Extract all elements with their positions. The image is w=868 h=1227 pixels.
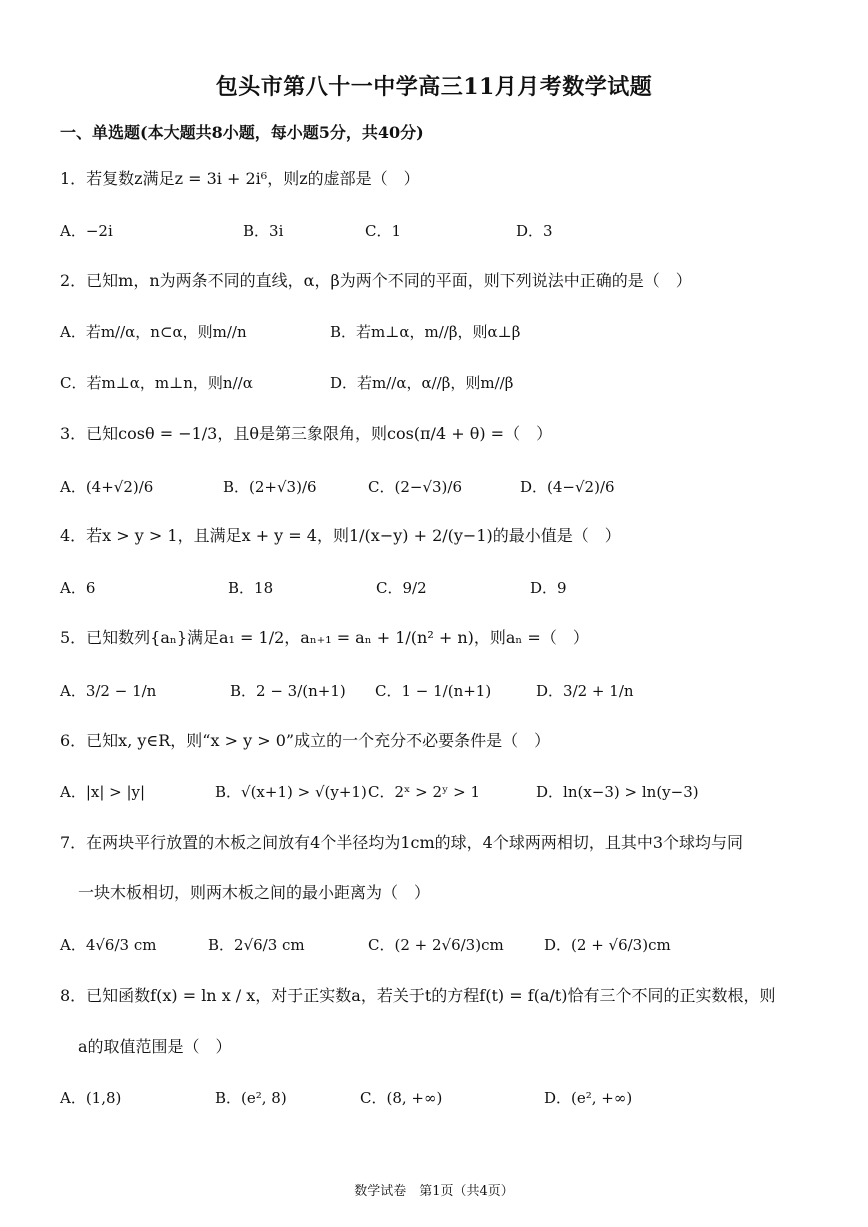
option-a: A．若m//α，n⊂α，则m//n xyxy=(60,323,247,341)
option-d: D．(e², +∞) xyxy=(544,1089,633,1107)
option-c: C．1 − 1/(n+1) xyxy=(375,682,492,700)
option-b: B．√(x+1) > √(y+1) xyxy=(215,783,367,801)
question-8-options xyxy=(60,1087,828,1111)
page-title: 包头市第八十一中学高三11月月考数学试题 xyxy=(215,74,653,100)
question-3-options xyxy=(60,476,828,500)
question-6-options xyxy=(60,781,828,805)
option-c: C．(2 + 2√6/3)cm xyxy=(368,936,504,954)
option-c: C．1 xyxy=(365,222,402,240)
question-4-options xyxy=(60,577,828,601)
question-3: 3．已知cosθ = −1/3，且θ是第三象限角，则cos(π/4 + θ) =（ ） xyxy=(60,424,553,443)
option-d: D．若m//α，α//β，则m//β xyxy=(330,374,514,392)
question-4: 4．若x > y > 1，且满足x + y = 4，则1/(x−y) + 2/(y−1)的最小值是（ ） xyxy=(60,526,621,545)
option-c: C．(2−√3)/6 xyxy=(368,478,462,496)
option-a: A．4√6/3 cm xyxy=(60,936,157,954)
option-c: C．9/2 xyxy=(376,579,427,597)
question-7: 7．在两块平行放置的木板之间放有4个半径均为1cm的球，4个球两两相切，且其中3个球均与同 xyxy=(60,833,744,852)
question-1: 1．若复数z满足z = 3i + 2i⁶，则z的虚部是（ ） xyxy=(60,169,420,188)
question-2: 2．已知m，n为两条不同的直线，α，β为两个不同的平面，则下列说法中正确的是（ ） xyxy=(60,271,692,290)
question-5: 5．已知数列{aₙ}满足a₁ = 1/2，aₙ₊₁ = aₙ + 1/(n² + n)，则aₙ =（ ） xyxy=(60,628,589,647)
question-5-options xyxy=(60,680,828,704)
option-c: C．若m⊥α，m⊥n，则n//α xyxy=(60,374,253,392)
section-header: 一、单选题(本大题共8小题，每小题5分，共40分) xyxy=(60,123,424,142)
option-d: D．3/2 + 1/n xyxy=(536,682,634,700)
option-d: D．ln(x−3) > ln(y−3) xyxy=(536,783,699,801)
page-footer: 数学试卷 第1页（共4页） xyxy=(354,1184,514,1199)
option-b: B．3i xyxy=(243,222,284,240)
option-b: B．2√6/3 cm xyxy=(208,936,305,954)
question-8-cont: a的取值范围是（ ） xyxy=(78,1037,232,1056)
option-a: A．(4+√2)/6 xyxy=(60,478,154,496)
question-6: 6．已知x, y∈R，则“x > y > 0”成立的一个充分不必要条件是（ ） xyxy=(60,731,551,750)
question-7-options xyxy=(60,934,828,958)
option-b: B．若m⊥α，m//β，则α⊥β xyxy=(330,323,521,341)
option-a: A．3/2 − 1/n xyxy=(60,682,157,700)
option-a: A．|x| > |y| xyxy=(60,783,146,801)
option-d: D．9 xyxy=(530,579,567,597)
question-1-options xyxy=(60,220,828,244)
option-d: D．3 xyxy=(516,222,553,240)
option-b: B．2 − 3/(n+1) xyxy=(230,682,346,700)
option-b: B．18 xyxy=(228,579,274,597)
option-a: A．−2i xyxy=(60,222,113,240)
option-a: A．6 xyxy=(60,579,96,597)
option-b: B．(2+√3)/6 xyxy=(223,478,317,496)
option-d: D．(4−√2)/6 xyxy=(520,478,615,496)
question-8: 8．已知函数f(x) = ln x / x，对于正实数a，若关于t的方程f(t) = f(a/t)恰有三个不同的正实数根，则 xyxy=(60,986,776,1005)
question-2-options-row2 xyxy=(60,372,828,396)
option-c: C．2ˣ > 2ʸ > 1 xyxy=(368,783,481,801)
option-b: B．(e², 8) xyxy=(215,1089,287,1107)
question-7-cont: 一块木板相切，则两木板之间的最小距离为（ ） xyxy=(78,883,431,902)
option-a: A．(1,8) xyxy=(60,1089,122,1107)
question-2-options-row1 xyxy=(60,321,828,345)
option-d: D．(2 + √6/3)cm xyxy=(544,936,671,954)
option-c: C．(8, +∞) xyxy=(360,1089,443,1107)
